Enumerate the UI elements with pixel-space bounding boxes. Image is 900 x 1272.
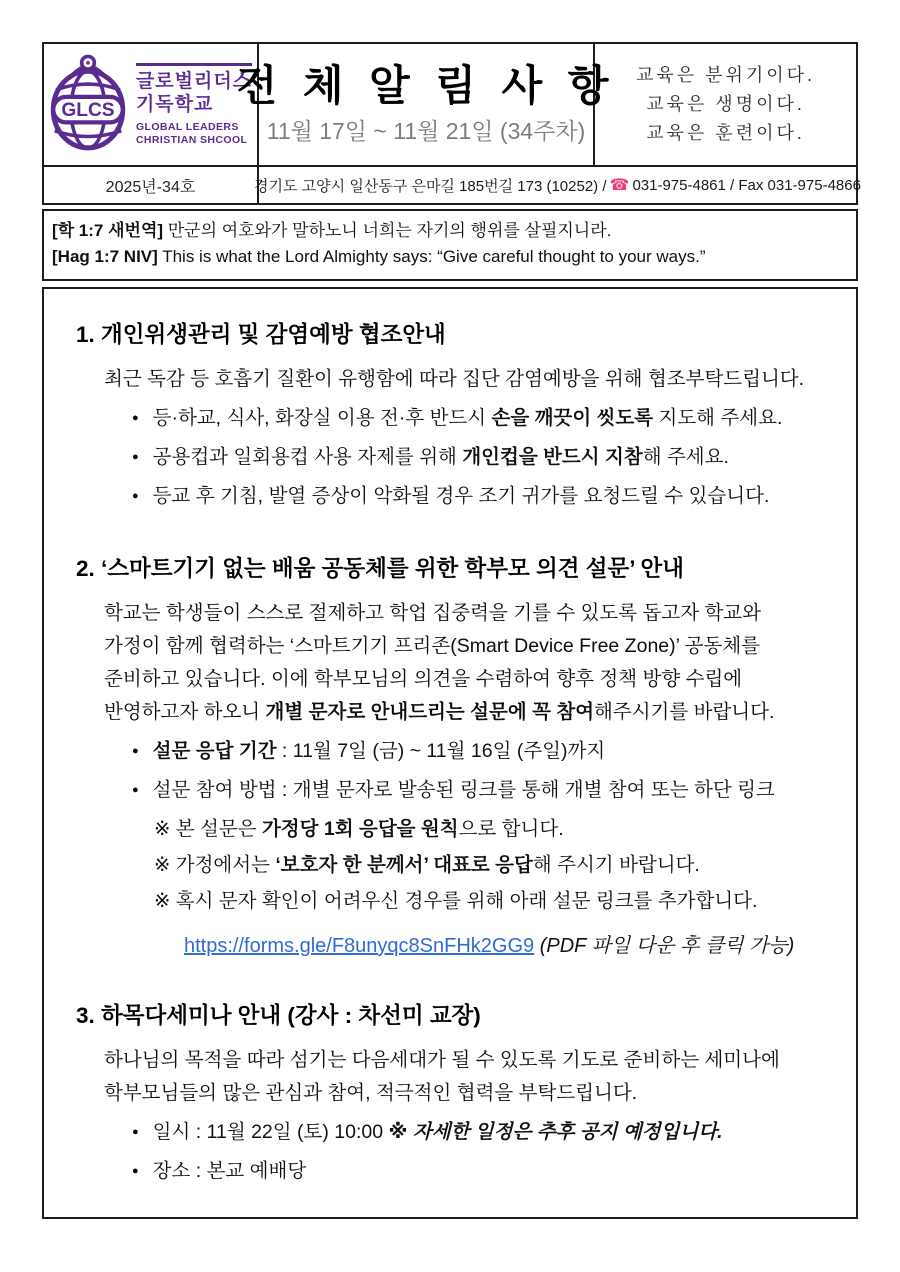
text-run: 반영하고자 하오니 — [104, 701, 266, 723]
bullet-text — [153, 739, 606, 763]
section-heading: 2. ‘스마트기기 없는 배움 공동체를 위한 학부모 의견 설문’ 안내 — [76, 556, 684, 581]
motto-line: 교육은 분위기이다. — [635, 65, 816, 85]
note-item — [154, 817, 832, 841]
text-run: 개인컵을 반드시 지참 — [462, 446, 643, 468]
motto-cell — [595, 44, 856, 165]
bullet-dot-icon: ● — [132, 1165, 139, 1177]
text-run: ※ 본 설문은 — [154, 818, 262, 840]
text-run: 등교 후 기침, 발열 증상이 악화될 경우 조기 귀가를 요청드릴 수 있습니다. — [152, 485, 770, 507]
notice-body — [42, 287, 858, 1219]
scripture-korean: [학 1:7 새번역] 만군의 여호와가 말하노니 너희는 자기의 행위를 살필지니라. — [52, 221, 612, 240]
section-paragraph-line — [104, 1044, 832, 1077]
bullet-text — [153, 445, 729, 469]
text-run: 가정이 함께 협력하는 ‘스마트기기 프리존(Smart Device Free Zone)’ 공동체를 — [104, 635, 760, 657]
text-run: 공용컵과 일회용컵 사용 자제를 위해 — [152, 446, 463, 468]
scripture-box — [42, 209, 858, 281]
text-run: 준비하고 있습니다. 이에 학부모님의 의견을 수렴하여 향후 정책 방향 수립에 — [104, 668, 743, 690]
bullet-item — [132, 445, 832, 472]
text-run: 손을 깨끗이 씻도록 — [491, 407, 654, 429]
text-run: 해주시기를 바랍니다. — [594, 701, 775, 723]
text-run: : 11월 7일 (금) ~ 11월 16일 (주일)까지 — [276, 740, 606, 762]
bullet-item — [132, 1159, 832, 1186]
section-paragraph-line — [104, 597, 832, 630]
bullet-text — [153, 406, 783, 430]
bullet-item — [132, 739, 832, 766]
text-run: 최근 독감 등 호흡기 질환이 유행함에 따라 집단 감염예방을 위해 협조부탁드립니다. — [104, 368, 805, 390]
text-run: 해 주세요. — [642, 446, 729, 468]
section-paragraph-line — [104, 663, 832, 696]
text-run: (PDF 파일 다운 후 클릭 가능) — [534, 935, 795, 957]
text-run: ※ 가정에서는 — [154, 854, 276, 876]
bullet-item — [132, 484, 832, 511]
section-paragraph-line — [104, 363, 832, 396]
section-items — [76, 1120, 832, 1186]
notice-section-3 — [76, 1000, 832, 1186]
text-run: 일시 : 11월 22일 (토) 10:00 — [152, 1121, 389, 1143]
title-cell — [236, 44, 616, 165]
text-run: 개별 문자로 안내드리는 설문에 꼭 참여 — [265, 701, 595, 723]
bullet-dot-icon: ● — [132, 745, 139, 757]
notice-section-1 — [76, 319, 832, 511]
text-run: 가정당 1회 응답을 원칙 — [261, 818, 459, 840]
logo-cell — [44, 44, 259, 165]
section-paragraph-line — [104, 630, 832, 663]
bullet-text — [153, 1159, 307, 1183]
section-paragraph-line — [104, 1077, 832, 1110]
bullet-text — [153, 778, 775, 802]
page-title: 전 체 알 림 사 항 — [236, 62, 616, 109]
svg-text:GLCS: GLCS — [61, 99, 115, 121]
survey-link[interactable]: https://forms.gle/F8unyqc8SnFHk2GG9 — [184, 935, 535, 957]
school-name-korean: 글로벌리더스 기독학교 — [136, 63, 252, 116]
scripture-english: [Hag 1:7 NIV] This is what the Lord Almighty says: “Give careful thought to your ways.” — [52, 247, 706, 266]
bullet-dot-icon: ● — [132, 412, 139, 424]
bullet-text — [153, 1120, 723, 1144]
text-run: 해 주시기 바랍니다. — [532, 854, 700, 876]
text-run: 설문 응답 기간 — [152, 740, 277, 762]
bullet-text — [153, 484, 770, 508]
phone-icon: ☎ — [609, 177, 630, 194]
school-logo-icon — [49, 54, 127, 156]
note-item — [154, 889, 832, 913]
bullet-item — [132, 1120, 832, 1147]
bullet-dot-icon: ● — [132, 784, 139, 796]
bullet-dot-icon: ● — [132, 490, 139, 502]
bullet-dot-icon: ● — [132, 451, 139, 463]
text-run: ※ 자세한 일정은 추후 공지 예정입니다. — [388, 1121, 723, 1143]
week-range: 11월 17일 ~ 11월 21일 (34주차) — [266, 118, 586, 144]
text-run: ※ 혹시 문자 확인이 어려우신 경우를 위해 아래 설문 링크를 추가합니다. — [154, 890, 758, 912]
motto-line: 교육은 훈련이다. — [646, 123, 805, 143]
section-heading: 3. 하목다세미나 안내 (강사 : 차선미 교장) — [76, 1003, 481, 1028]
section-heading: 1. 개인위생관리 및 감염예방 협조안내 — [76, 322, 446, 347]
section-items — [76, 739, 832, 958]
bullet-item — [132, 406, 832, 433]
text-run: 하나님의 목적을 따라 섬기는 다음세대가 될 수 있도록 기도로 준비하는 세미나에 — [104, 1049, 780, 1071]
text-run: 지도해 주세요. — [653, 407, 783, 429]
text-run: ‘보호자 한 분께서’ 대표로 응답 — [275, 854, 533, 876]
note-item — [154, 853, 832, 877]
header-table — [42, 42, 861, 205]
bullet-dot-icon: ● — [132, 1126, 139, 1138]
survey-link-line — [184, 929, 832, 958]
motto-line: 교육은 생명이다. — [646, 94, 805, 114]
text-run: 학부모님들의 많은 관심과 참여, 적극적인 협력을 부탁드립니다. — [104, 1082, 638, 1104]
section-paragraph-line — [104, 696, 832, 729]
newsletter-page — [42, 42, 861, 1219]
notice-section-2 — [76, 553, 832, 958]
text-run: 등·하교, 식사, 화장실 이용 전·후 반드시 — [152, 407, 492, 429]
text-run: 학교는 학생들이 스스로 절제하고 학업 집중력을 기를 수 있도록 돕고자 학교와 — [104, 602, 761, 624]
text-run: 설문 참여 방법 : 개별 문자로 발송된 링크를 통해 개별 참여 또는 하단 링크 — [152, 779, 775, 801]
issue-number: 2025년-34호 — [44, 165, 259, 203]
school-name-english: GLOBAL LEADERS CHRISTIAN SHCOOL — [135, 120, 248, 146]
bullet-item — [132, 778, 832, 805]
text-run: 장소 : 본교 예배당 — [152, 1160, 307, 1182]
school-address: 경기도 고양시 일산동구 은마길 185번길 173 (10252) / ☎ 031-975-4861 / Fax 031-975-4866 — [259, 165, 856, 203]
section-items — [76, 406, 832, 511]
text-run: 으로 합니다. — [458, 818, 564, 840]
